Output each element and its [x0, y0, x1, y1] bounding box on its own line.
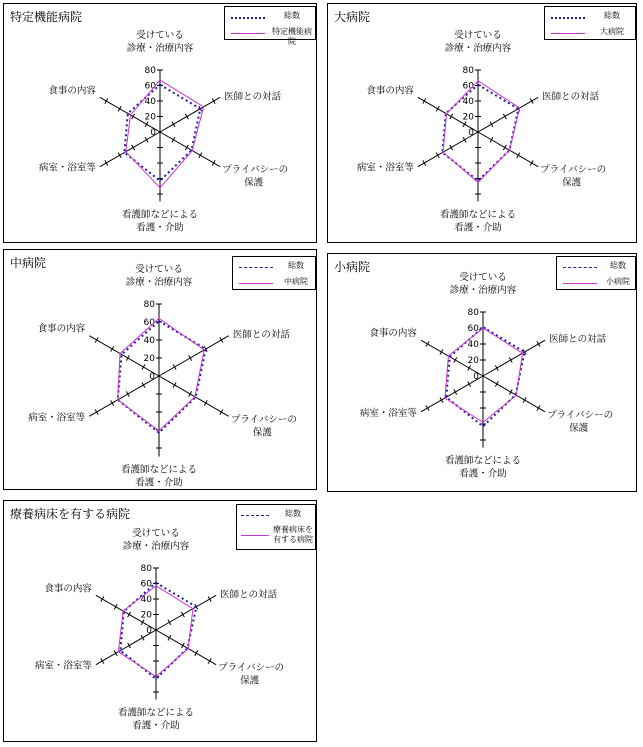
axis-tick [128, 643, 131, 648]
axis-tick [463, 137, 466, 142]
data-point [127, 113, 129, 115]
axis-tick [220, 337, 223, 342]
axis-tick [132, 145, 135, 150]
axis-label: 受けている診療・治療内容 [449, 272, 517, 296]
data-point [158, 432, 160, 434]
axis-tick [189, 355, 192, 360]
data-point [130, 114, 132, 116]
series-total-polygon [446, 327, 524, 426]
data-point [448, 355, 450, 357]
series-total-polygon [124, 85, 200, 181]
axis-label: 病室・浴室等 [38, 162, 96, 174]
chart-title: 特定機能病院 [10, 10, 83, 24]
axis-tick [126, 391, 129, 396]
axis-tick [517, 153, 520, 158]
tick-label: 20 [143, 354, 155, 364]
tick-label: 20 [144, 112, 156, 123]
axis-spoke [483, 376, 545, 412]
data-point [118, 651, 120, 653]
axis-tick [185, 114, 188, 119]
axis-tick [105, 98, 108, 103]
axis-label: 病室・浴室等 [34, 660, 92, 672]
chart-panel-5 [3, 500, 317, 742]
axis-tick [490, 122, 493, 127]
axis-tick [220, 409, 223, 414]
chart-title: 中病院 [10, 256, 47, 270]
axis-tick [173, 382, 176, 387]
axis-tick [426, 341, 429, 346]
data-point [121, 354, 123, 356]
axis-spoke [478, 132, 538, 167]
chart-title: 大病院 [334, 10, 371, 24]
data-point [194, 396, 196, 398]
axis-spoke [159, 376, 229, 416]
legend [544, 6, 636, 40]
axis-tick [537, 341, 540, 346]
axis-spoke [156, 630, 216, 665]
tick-label: 20 [462, 112, 474, 123]
axis-tick [503, 114, 506, 119]
legend-item-group [233, 277, 315, 289]
tick-label: 80 [144, 66, 156, 76]
chart-panel-3 [3, 249, 317, 490]
data-point [117, 399, 119, 401]
chart-panel-1 [3, 3, 317, 243]
axis-label: 受けている診療・治療内容 [444, 30, 512, 54]
legend-label-group: 特定機能病院 [272, 27, 312, 46]
axis-label: 医師との対話 [220, 589, 278, 601]
axis-tick [172, 137, 175, 142]
axis-tick [132, 114, 135, 119]
legend-label-total: 総数 [288, 261, 304, 270]
axis-tick [450, 145, 453, 150]
axis-tick [114, 604, 117, 609]
data-point [516, 394, 518, 396]
legend [232, 256, 316, 290]
tick-label: 20 [467, 356, 479, 366]
axis-tick [111, 346, 114, 351]
axis-tick [141, 635, 144, 640]
data-point [187, 648, 189, 650]
series-total-polygon [118, 321, 206, 433]
legend-item-group [237, 525, 315, 547]
tick-label: 60 [140, 579, 152, 590]
axis-label: 食事の内容 [369, 328, 417, 340]
axis-tick [126, 355, 129, 360]
data-point [477, 182, 479, 184]
data-point [159, 84, 161, 86]
axis-label: 医師との対話 [542, 91, 600, 103]
axis-tick [172, 122, 175, 127]
axis-tick [426, 405, 429, 410]
data-point [124, 152, 126, 154]
data-point [477, 84, 479, 86]
legend-swatch-total [563, 267, 597, 268]
legend-label-group: 中病院 [284, 277, 308, 286]
data-point [159, 180, 161, 182]
axis-label: 食事の内容 [44, 583, 92, 595]
legend-label-group: 大病院 [600, 27, 624, 36]
axis-tick [204, 400, 207, 405]
tick-label: 40 [143, 336, 155, 346]
tick-label: 80 [140, 564, 152, 574]
axis-tick [181, 612, 184, 617]
axis-label: 病室・浴室等 [356, 162, 414, 174]
axis-tick [168, 620, 171, 625]
axis-tick [168, 635, 171, 640]
legend-label-total: 総数 [610, 261, 626, 270]
legend-swatch-total [551, 17, 585, 19]
axis-label: プライバシーの保護 [218, 662, 285, 687]
legend-swatch-group [241, 535, 269, 536]
axis-tick [95, 409, 98, 414]
tick-label: 0 [468, 128, 474, 138]
axis-tick [436, 106, 439, 111]
axis-tick [440, 349, 443, 354]
tick-label: 0 [473, 372, 479, 382]
legend-item-total [237, 509, 315, 521]
axis-tick [468, 381, 471, 386]
data-point [442, 151, 444, 153]
legend-label-total: 総数 [604, 11, 620, 20]
data-point [522, 352, 524, 354]
axis-tick [142, 382, 145, 387]
data-point [155, 678, 157, 680]
data-point [205, 348, 207, 350]
axis-label: 看護師などによる看護・介助 [444, 455, 522, 480]
axis-tick [101, 658, 104, 663]
axis-label: プライバシーの保護 [230, 414, 297, 439]
axis-tick [208, 658, 211, 663]
data-point [158, 430, 160, 432]
axis-label: 病室・浴室等 [359, 407, 417, 419]
legend-swatch-total [241, 515, 269, 516]
legend-swatch-total [231, 17, 265, 19]
legend-swatch-group [239, 283, 273, 284]
axis-tick [495, 381, 498, 386]
tick-label: 0 [149, 372, 155, 382]
data-point [155, 585, 157, 587]
axis-tick [490, 137, 493, 142]
axis-tick [118, 106, 121, 111]
axis-label: 看護師などによる看護・介助 [439, 209, 517, 234]
legend-item-group [545, 27, 635, 39]
tick-label: 80 [467, 308, 479, 318]
axis-tick [114, 651, 117, 656]
axis-label: 看護師などによる看護・介助 [121, 209, 199, 234]
axis-tick [454, 357, 457, 362]
data-point [203, 106, 205, 108]
axis-spoke [160, 97, 220, 132]
axis-tick [118, 153, 121, 158]
axis-label: 食事の内容 [48, 85, 96, 97]
axis-tick [195, 651, 198, 656]
axis-spoke [478, 97, 538, 132]
axis-tick [111, 400, 114, 405]
axis-tick [423, 98, 426, 103]
data-point [519, 107, 521, 109]
data-point [203, 349, 205, 351]
legend-item-total [225, 11, 315, 23]
tick-label: 60 [467, 324, 479, 334]
axis-tick [436, 153, 439, 158]
data-point [158, 318, 160, 320]
axis-tick [95, 337, 98, 342]
axis-label: プライバシーの保護 [540, 164, 607, 189]
tick-label: 20 [140, 610, 152, 621]
axis-tick [530, 160, 533, 165]
data-point [444, 397, 446, 399]
axis-tick [208, 596, 211, 601]
legend-swatch-group [551, 33, 585, 34]
series-group-polygon [126, 80, 204, 188]
legend-item-total [557, 261, 635, 273]
axis-tick [212, 160, 215, 165]
tick-label: 60 [144, 81, 156, 92]
axis-tick [468, 365, 471, 370]
tick-label: 40 [467, 340, 479, 350]
tick-label: 40 [462, 97, 474, 107]
axis-label: 病室・浴室等 [28, 412, 86, 424]
tick-label: 40 [144, 97, 156, 107]
data-point [196, 606, 198, 608]
series-group-polygon [443, 81, 519, 183]
axis-label: 医師との対話 [232, 329, 290, 341]
tick-label: 60 [462, 81, 474, 92]
data-point [482, 422, 484, 424]
axis-tick [530, 98, 533, 103]
axis-label: 看護師などによる看護・介助 [117, 707, 195, 732]
axis-spoke [156, 595, 216, 630]
axis-tick [454, 389, 457, 394]
data-point [158, 320, 160, 322]
axis-spoke [160, 132, 220, 167]
chart-title: 小病院 [334, 260, 371, 274]
data-point [446, 396, 448, 398]
data-point [125, 151, 127, 153]
axis-tick [101, 596, 104, 601]
data-point [192, 608, 194, 610]
axis-tick [199, 153, 202, 158]
axis-label: 医師との対話 [549, 334, 607, 346]
legend-swatch-total [239, 267, 273, 268]
series-total-polygon [120, 583, 196, 679]
data-point [191, 150, 193, 152]
tick-label: 60 [143, 318, 155, 328]
data-point [119, 353, 121, 355]
legend-item-total [545, 11, 635, 23]
axis-label: 受けている診療・治療内容 [125, 264, 193, 288]
data-point [155, 676, 157, 678]
legend-label-total: 総数 [285, 509, 301, 518]
axis-label: 受けている診療・治療内容 [122, 528, 190, 552]
axis-tick [181, 643, 184, 648]
data-point [477, 80, 479, 82]
axis-label: 食事の内容 [37, 323, 86, 335]
legend [224, 6, 316, 46]
data-point [120, 650, 122, 652]
axis-tick [503, 145, 506, 150]
tick-label: 80 [143, 300, 155, 310]
legend-label-total: 総数 [284, 11, 300, 20]
axis-tick [509, 389, 512, 394]
axis-tick [212, 98, 215, 103]
data-point [524, 351, 526, 353]
legend-label-group: 小病院 [606, 277, 630, 286]
chart-title: 療養病床を有する病院 [10, 507, 131, 521]
data-point [509, 149, 511, 151]
data-point [482, 426, 484, 428]
axis-tick [185, 145, 188, 150]
axis-tick [523, 397, 526, 402]
legend-label-group: 療養病床を 有する病院 [273, 525, 313, 544]
chart-panel-2 [327, 3, 637, 243]
axis-label: 医師との対話 [224, 91, 282, 103]
data-point [200, 108, 202, 110]
axis-tick [423, 160, 426, 165]
data-point [446, 113, 448, 115]
axis-tick [142, 364, 145, 369]
axis-label: プライバシーの保護 [547, 409, 614, 434]
axis-tick [189, 391, 192, 396]
axis-label: プライバシーの保護 [222, 164, 289, 189]
axis-label: 食事の内容 [366, 85, 414, 97]
axis-spoke [89, 376, 159, 416]
legend-item-group [557, 277, 635, 289]
axis-tick [495, 365, 498, 370]
legend [556, 256, 636, 290]
axis-tick [128, 612, 131, 617]
chart-panel-4 [327, 253, 637, 492]
tick-label: 0 [150, 128, 156, 138]
data-point [155, 582, 157, 584]
data-point [159, 187, 161, 189]
legend-item-group [225, 27, 315, 46]
axis-tick [145, 137, 148, 142]
axis-tick [105, 160, 108, 165]
axis-label: 看護師などによる看護・介助 [120, 464, 198, 489]
tick-label: 0 [146, 626, 152, 636]
data-point [482, 327, 484, 329]
axis-tick [509, 357, 512, 362]
radar-chart-2 [328, 4, 638, 244]
axis-tick [450, 114, 453, 119]
legend [236, 504, 316, 550]
axis-tick [440, 397, 443, 402]
data-point [159, 79, 161, 81]
legend-item-total [233, 261, 315, 273]
data-point [122, 610, 124, 612]
axis-tick [173, 364, 176, 369]
axis-tick [537, 405, 540, 410]
axis-label: 受けている診療・治療内容 [126, 30, 194, 54]
tick-label: 80 [462, 66, 474, 76]
legend-swatch-group [231, 33, 265, 34]
tick-label: 40 [140, 595, 152, 605]
legend-swatch-group [563, 283, 597, 284]
